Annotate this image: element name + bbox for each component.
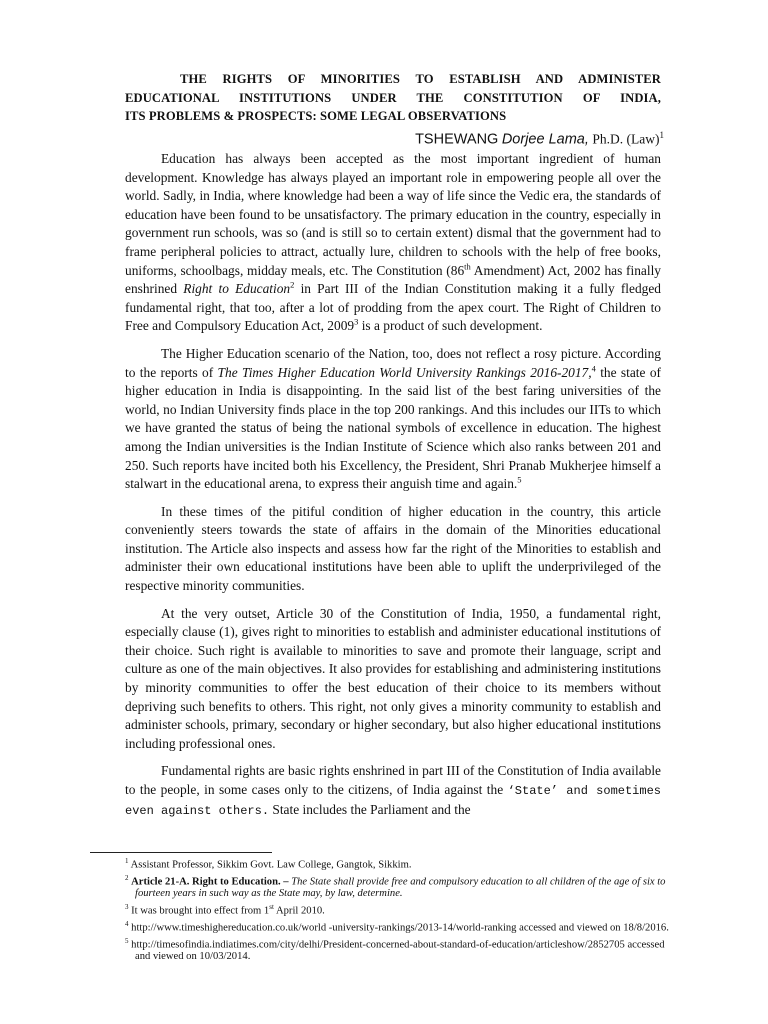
paragraph-3: In these times of the pitiful condition of higher education in the country, this article conveniently steers towards the state of affairs in the domain of the Minorities educational institution. The Article also inspects and assess how far the right of the Minorities to establish and administer their own educational institutions have been able to uplift the underprivileged of the respective minority communities. xyxy=(125,503,661,594)
footnote-3-text-b: April 2010. xyxy=(273,905,325,917)
footnote-2-num: 2 xyxy=(125,874,129,883)
footnote-1-num: 1 xyxy=(125,857,129,865)
footnote-ref-3: 3 xyxy=(354,316,359,327)
footnote-3 xyxy=(125,902,670,917)
title-line-3: ITS PROBLEMS & PROSPECTS: SOME LEGAL OBSERVATIONS xyxy=(125,109,507,123)
footnote-5-num: 5 xyxy=(125,937,129,946)
footnote-3-num: 3 xyxy=(125,902,129,911)
footnote-2 xyxy=(125,873,670,900)
footnote-4-num: 4 xyxy=(125,919,129,928)
footnote-ref-2: 2 xyxy=(290,279,295,290)
p1-text-b: Amendment) Act, 2002 has finally enshrined xyxy=(125,262,661,297)
p1-italic: Right to Education xyxy=(183,281,291,297)
footnote-4-text: http://www.timeshighereducation.co.uk/world -university-rankings/2013-14/world-ranking accessed and viewed on 18/8/2016. xyxy=(131,922,669,934)
author-footnote-mark: 1 xyxy=(659,130,664,140)
paragraph-5 xyxy=(125,762,661,820)
footnote-1 xyxy=(125,856,670,871)
author-line xyxy=(415,126,664,150)
p1-text-c: in Part III of the Indian Constitution making it a fully fledged fundamental right, that too, after a lot of prodding from the apex court. The Right of Children to Free and Compulsory Education Act, 2009 xyxy=(125,281,661,334)
author-first-name: TSHEWANG xyxy=(415,131,499,148)
footnote-5-text: http://timesofindia.indiatimes.com/city/delhi/President-concerned-about-standard-of-education/articleshow/2852705 accessed and viewed on 10/03/2014. xyxy=(131,939,665,963)
p1-sup-th: th xyxy=(464,261,471,272)
p2-text-a: The Higher Education scenario of the Nation, too, does not reflect a rosy picture. According to the reports of xyxy=(125,345,661,380)
footnote-divider xyxy=(90,852,272,853)
p1-text-d: is a product of such development. xyxy=(358,318,543,334)
footnote-2-italic: The State shall provide free and compulsory education to all children of the age of six to fourteen years in such way as the State may, by law, determine. xyxy=(135,876,666,900)
footnote-ref-4: 4 xyxy=(591,363,596,374)
p5-text-b: State includes the Parliament and the xyxy=(269,801,471,817)
title-line-2: EDUCATIONAL INSTITUTIONS UNDER THE CONSTITUTION OF INDIA, xyxy=(125,90,661,105)
footnote-3-sup: st xyxy=(269,902,274,911)
p2-text-b: the state of higher education in India is disappointing. In the said list of the best faring universities of the world, no Indian University finds place in the top 200 rankings. And this includes our IITs to which we have granted the status of being the national symbols of excellence in education. The highest among the Indian universities is the Indian Institute of Science which also ranks between 201 and 250. Such reports have incited both his Excellency, the President, Shri Pranab Mukherjee himself a stalwart in the educational arena, to express their anguish time and again. xyxy=(125,364,661,492)
paper-title xyxy=(125,70,661,126)
footnote-2-bold: Article 21-A. Right to Education. – xyxy=(131,876,289,888)
p1-text-a: Education has always been accepted as the most important ingredient of human development. Knowledge has always played an important role in empowering people all over the world. Sadly, in India, where knowledge had been a way of life since the Vedic era, the standards of education have been found to be unsatisfactory. The primary education in the country, especially in government run schools, was so (and is still so to certain extent) dismal that the government had to frame peripheral policies to attract, actually lure, children to schools with the help of free books, uniforms, schoolbags, midday meals, etc. The Constitution (86 xyxy=(125,151,661,278)
footnote-1-text: Assistant Professor, Sikkim Govt. Law College, Gangtok, Sikkim. xyxy=(130,859,412,871)
footnote-3-text-a: It was brought into effect from 1 xyxy=(131,905,270,917)
paragraph-2 xyxy=(125,345,661,494)
p5-text-a: Fundamental rights are basic rights enshrined in part III of the Constitution of India available to the people, in some cases only to the citizens, of India against the xyxy=(125,763,661,797)
author-name: Dorjee Lama, xyxy=(501,131,589,148)
title-line-1: THE RIGHTS OF MINORITIES TO ESTABLISH AND ADMINISTER xyxy=(180,72,661,86)
body-text xyxy=(125,150,661,829)
p2-italic: The Times Higher Education World University Rankings 2016-2017, xyxy=(217,364,592,380)
footnote-ref-5: 5 xyxy=(517,474,522,485)
footnote-5 xyxy=(125,936,670,963)
author-degree: Ph.D. (Law) xyxy=(592,131,660,147)
footnote-4 xyxy=(125,919,670,934)
paragraph-4: At the very outset, Article 30 of the Constitution of India, 1950, a fundamental right, especially clause (1), gives right to minorities to establish and administer educational institutions of their choice. Such right is available to minorities to save and promote their language, script and culture as one of the main objectives. It also provides for establishing and administering institutions by minority communities to offer the best education of their choice to its members without depriving such benefits to others. This right, not only gives a minority community to establish and administer schools, primary, secondary or higher secondary, but also higher educational institutions including professional ones. xyxy=(125,605,661,751)
p5-mono-text: ‘State’ and sometimes even against others. xyxy=(125,784,661,818)
footnotes xyxy=(125,856,670,965)
paragraph-1 xyxy=(125,150,661,336)
